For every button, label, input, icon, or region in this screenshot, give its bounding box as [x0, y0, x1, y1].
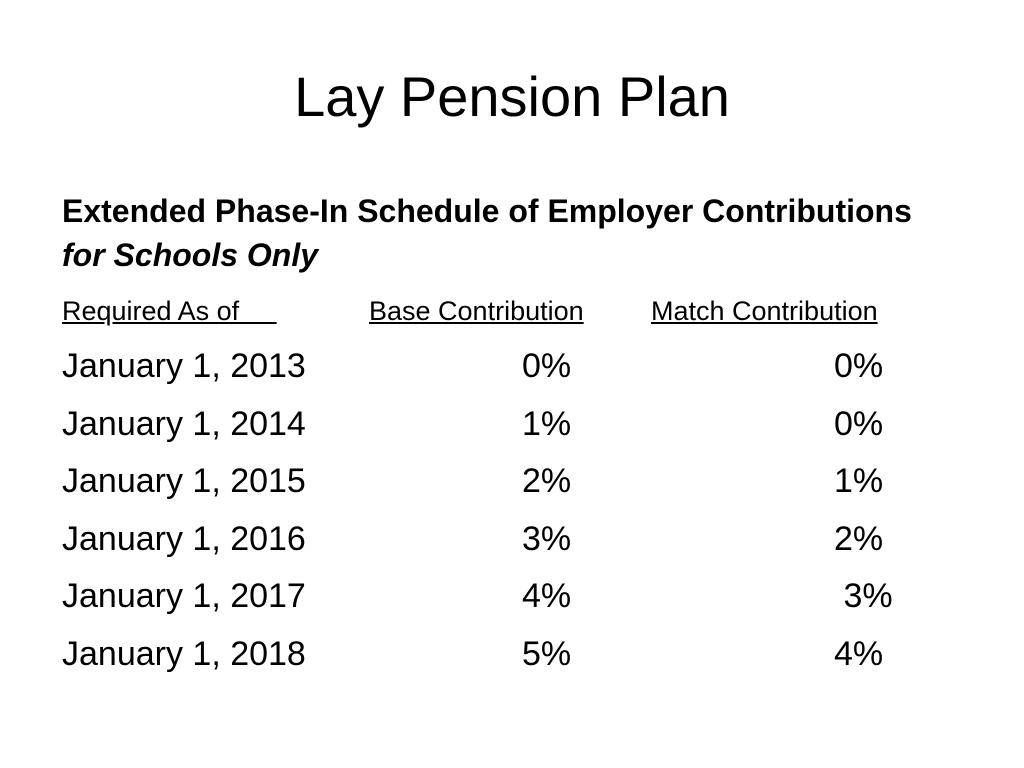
row-base-contribution: 1%: [522, 404, 572, 443]
header-required-as-of: Required As of: [62, 296, 277, 326]
row-date: January 1, 2015: [62, 462, 306, 500]
slide-title: Lay Pension Plan: [294, 65, 730, 128]
row-match-contribution: 0%: [834, 347, 884, 385]
row-base-contribution: 4%: [522, 577, 572, 615]
table-row: [62, 515, 962, 573]
table-row: [62, 630, 962, 688]
table-row: [62, 400, 962, 458]
table-row: [62, 457, 962, 515]
row-match-contribution: 2%: [834, 519, 884, 558]
row-match-contribution: 1%: [834, 462, 884, 500]
row-base-contribution: 0%: [522, 347, 572, 385]
subtitle-italic-text: for Schools Only: [62, 237, 319, 273]
row-date: January 1, 2018: [62, 634, 306, 673]
row-date: January 1, 2017: [62, 577, 306, 615]
row-match-contribution: 0%: [834, 404, 884, 443]
row-base-contribution: 5%: [522, 634, 572, 673]
row-match-contribution: 3%: [834, 577, 893, 615]
table-row: [62, 342, 962, 400]
header-base-contribution: Base Contribution: [369, 296, 584, 326]
slide-subtitle: [62, 189, 962, 277]
row-match-contribution: 4%: [834, 634, 884, 673]
table-body: [62, 342, 962, 687]
row-date: January 1, 2013: [62, 347, 306, 385]
subtitle-bold-text: Extended Phase-In Schedule of Employer Contributions: [62, 193, 912, 229]
table-row: [62, 572, 962, 630]
header-match-contribution: Match Contribution: [651, 296, 878, 326]
row-date: January 1, 2014: [62, 404, 306, 443]
table-header-row: [62, 292, 878, 330]
row-date: January 1, 2016: [62, 519, 306, 558]
row-base-contribution: 2%: [522, 462, 572, 500]
row-base-contribution: 3%: [522, 519, 572, 558]
